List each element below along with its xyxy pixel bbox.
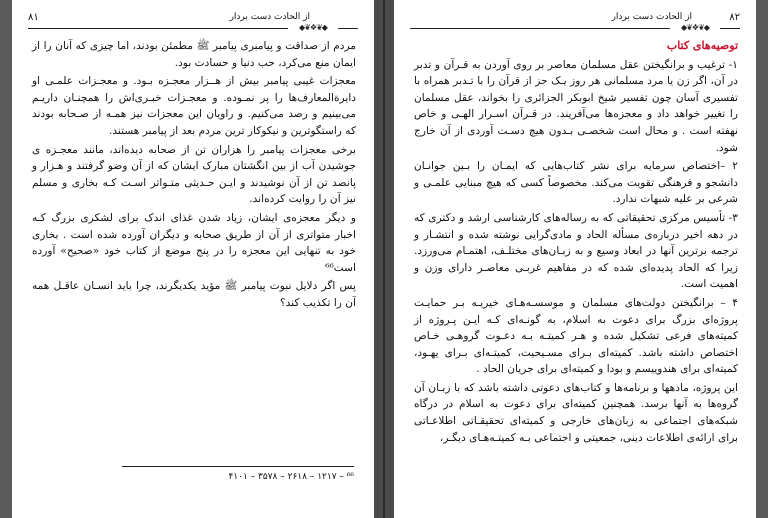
paragraph: ۳- تأسیس مرکزی تحقیقاتی که به رساله‌های کارشناسی ارشد و دکتری که در دهه اخیر درباره‌ی مسأله الحاد و مادی‌گرایی نوشته شده و انتشـار و ترجمه برترین آنها در ابعاد وسیع و به زبـان‌های مختلـف، اهتمـام می‌ورزد. زیرا که الحاد پدیده‌ای شده که در مفاهیم غربـی معاصـر دارای وزن و اهمیت است. bbox=[414, 211, 738, 291]
paragraph: و دیگر معجزه‌ی ایشان، زیاد شدن غذای اندک برای لشکری بزرگ کـه اخبار متواتری از آن از طریق صحابه و دیگران آورده شده است . بخاری خود به تنهایی این معجزه را در پنج موضع از کتاب خود «صحیح» آورده است⁶⁶ bbox=[32, 211, 356, 274]
right-page-header bbox=[410, 10, 740, 32]
header-ornament: ◆❦❖❦◆ bbox=[288, 23, 338, 33]
paragraph: ۱- ترغیب و برانگیختن عقل مسلمان معاصر بر روی آوردن به قـرآن و تدبر در آن، اگر زن یا مرد مسلمانی هر روز یـک جز از قرآن را با تـدبر همراه با تفسیری آسان چون تفسیر شیخ ابوبکر الجزائری را بخواند، عقل مسلمان را تغییر خواهد داد و معجزه‌ها می‌آفریند. در قـرآن اسـرار الهـی و خاص نهفته است . و محال است شخصـی بـدون هیچ دسـت آوردی از آن خارج شود. bbox=[414, 58, 738, 154]
left-page-body bbox=[32, 38, 356, 314]
right-page bbox=[394, 0, 756, 518]
gutter-divider bbox=[383, 0, 385, 518]
paragraph: این پروژه، مادهها و برنامه‌ها و کتاب‌های دعوتی داشته باشد که با زبـان آن گروه‌ها به آنها برسد. همچنین کمیته‌ای برای دعوت به اسلام در درگاه شبکه‌های اجتماعی به زبان‌های خارجی و کمیته‌ای تحقیقـاتی اطلاعـاتی برای ارائه‌ی اطلاعات دینی، جمعیتی و اجتماعی بـه کمیتـه‌هـای دیگـر، bbox=[414, 381, 738, 444]
page-number: ۸۲ bbox=[729, 12, 740, 23]
left-page bbox=[12, 0, 374, 518]
paragraph: معجزات غیبی پیامبر بیش از هــزار معجـزه بـود. و معجـزات علمـی او دایرةالمعارف‌ها را پر نمـوده. و معجـزات خبـری‌اش را همچنـان داریـم می‌بینیم و رصد می‌کنیم. و راویان این معجزات نیز همـه از صـحابه بودند که راستگوترین و نیکوکار ترین مردم بعد از پیامبر هستند. bbox=[32, 75, 356, 137]
footnote-rule bbox=[122, 466, 354, 467]
header-ornament: ◆❦❖❦◆ bbox=[670, 23, 720, 33]
page-number: ۸۱ bbox=[28, 12, 39, 23]
running-title: از الحادت دست بردار bbox=[611, 12, 692, 22]
left-page-header bbox=[28, 10, 358, 32]
footnote: ⁶⁶ – ۱۲۱۷ – ۲۶۱۸ – ۳۵۷۸ – ۴۱۰۱ bbox=[228, 472, 354, 482]
right-page-body bbox=[414, 38, 738, 448]
paragraph: مردم از صداقت و پیامبری پیامبر ﷺ مطمئن بودند، اما چیزی که آنان را از ایمان منع می‌کرد، حب دنیا و حسادت بود. bbox=[32, 40, 356, 69]
paragraph: پس اگر دلایل نبوت پیامبر ﷺ مؤید یکدیگرند، چرا باید انسـان عاقـل همه آن را تکذیب کند؟ bbox=[32, 280, 356, 309]
running-title: از الحادت دست بردار bbox=[229, 12, 310, 22]
paragraph: ۴ – برانگیختن دولت‌های مسلمان و موسسـه‌هـای خیریـه بـر حمایـت پروژه‌ای بزرگ برای دعوت به اسلام، به گونـه‌ای کـه ایـن پـروژه از کمیته‌های فرعی تشکیل شده و هـر کمیتـه بـه دعـوت گروهـی خـاص اختصاص داشته باشد. کمیته‌ای بـرای مسـیحیت، کمیتـه‌ای بـرای یهـود، کمیته‌ای برای هندوییسم و بودا و کمیته‌ای برای جریان الحاد . bbox=[414, 296, 738, 376]
paragraph: برخی معجزات پیامبر را هزاران تن از صحابه دیده‌اند، مانند معجـزه ی جوشیدن آب از بین انگشتان مبارک ایشان که از آن وضو گرفتند و هـزار و پانصد تن از آن نوشیدند و ایـن حـدیثی متـواتر اسـت کـه بخاری و مسلم نیز آن را روایت کرده‌اند. bbox=[32, 143, 356, 206]
paragraph: ۲ –اختصاص سرمایه برای نشر کتاب‌هایی که ایمـان را بـین جوانـان دانشجو و فرهنگی تقویت می‌کند. مخصوصاً کسی که هیچ مبنایی علمـی و شرعی بر علیه شبهات ندارد. bbox=[414, 160, 738, 206]
section-heading: توصیه‌های کتاب bbox=[666, 39, 738, 52]
